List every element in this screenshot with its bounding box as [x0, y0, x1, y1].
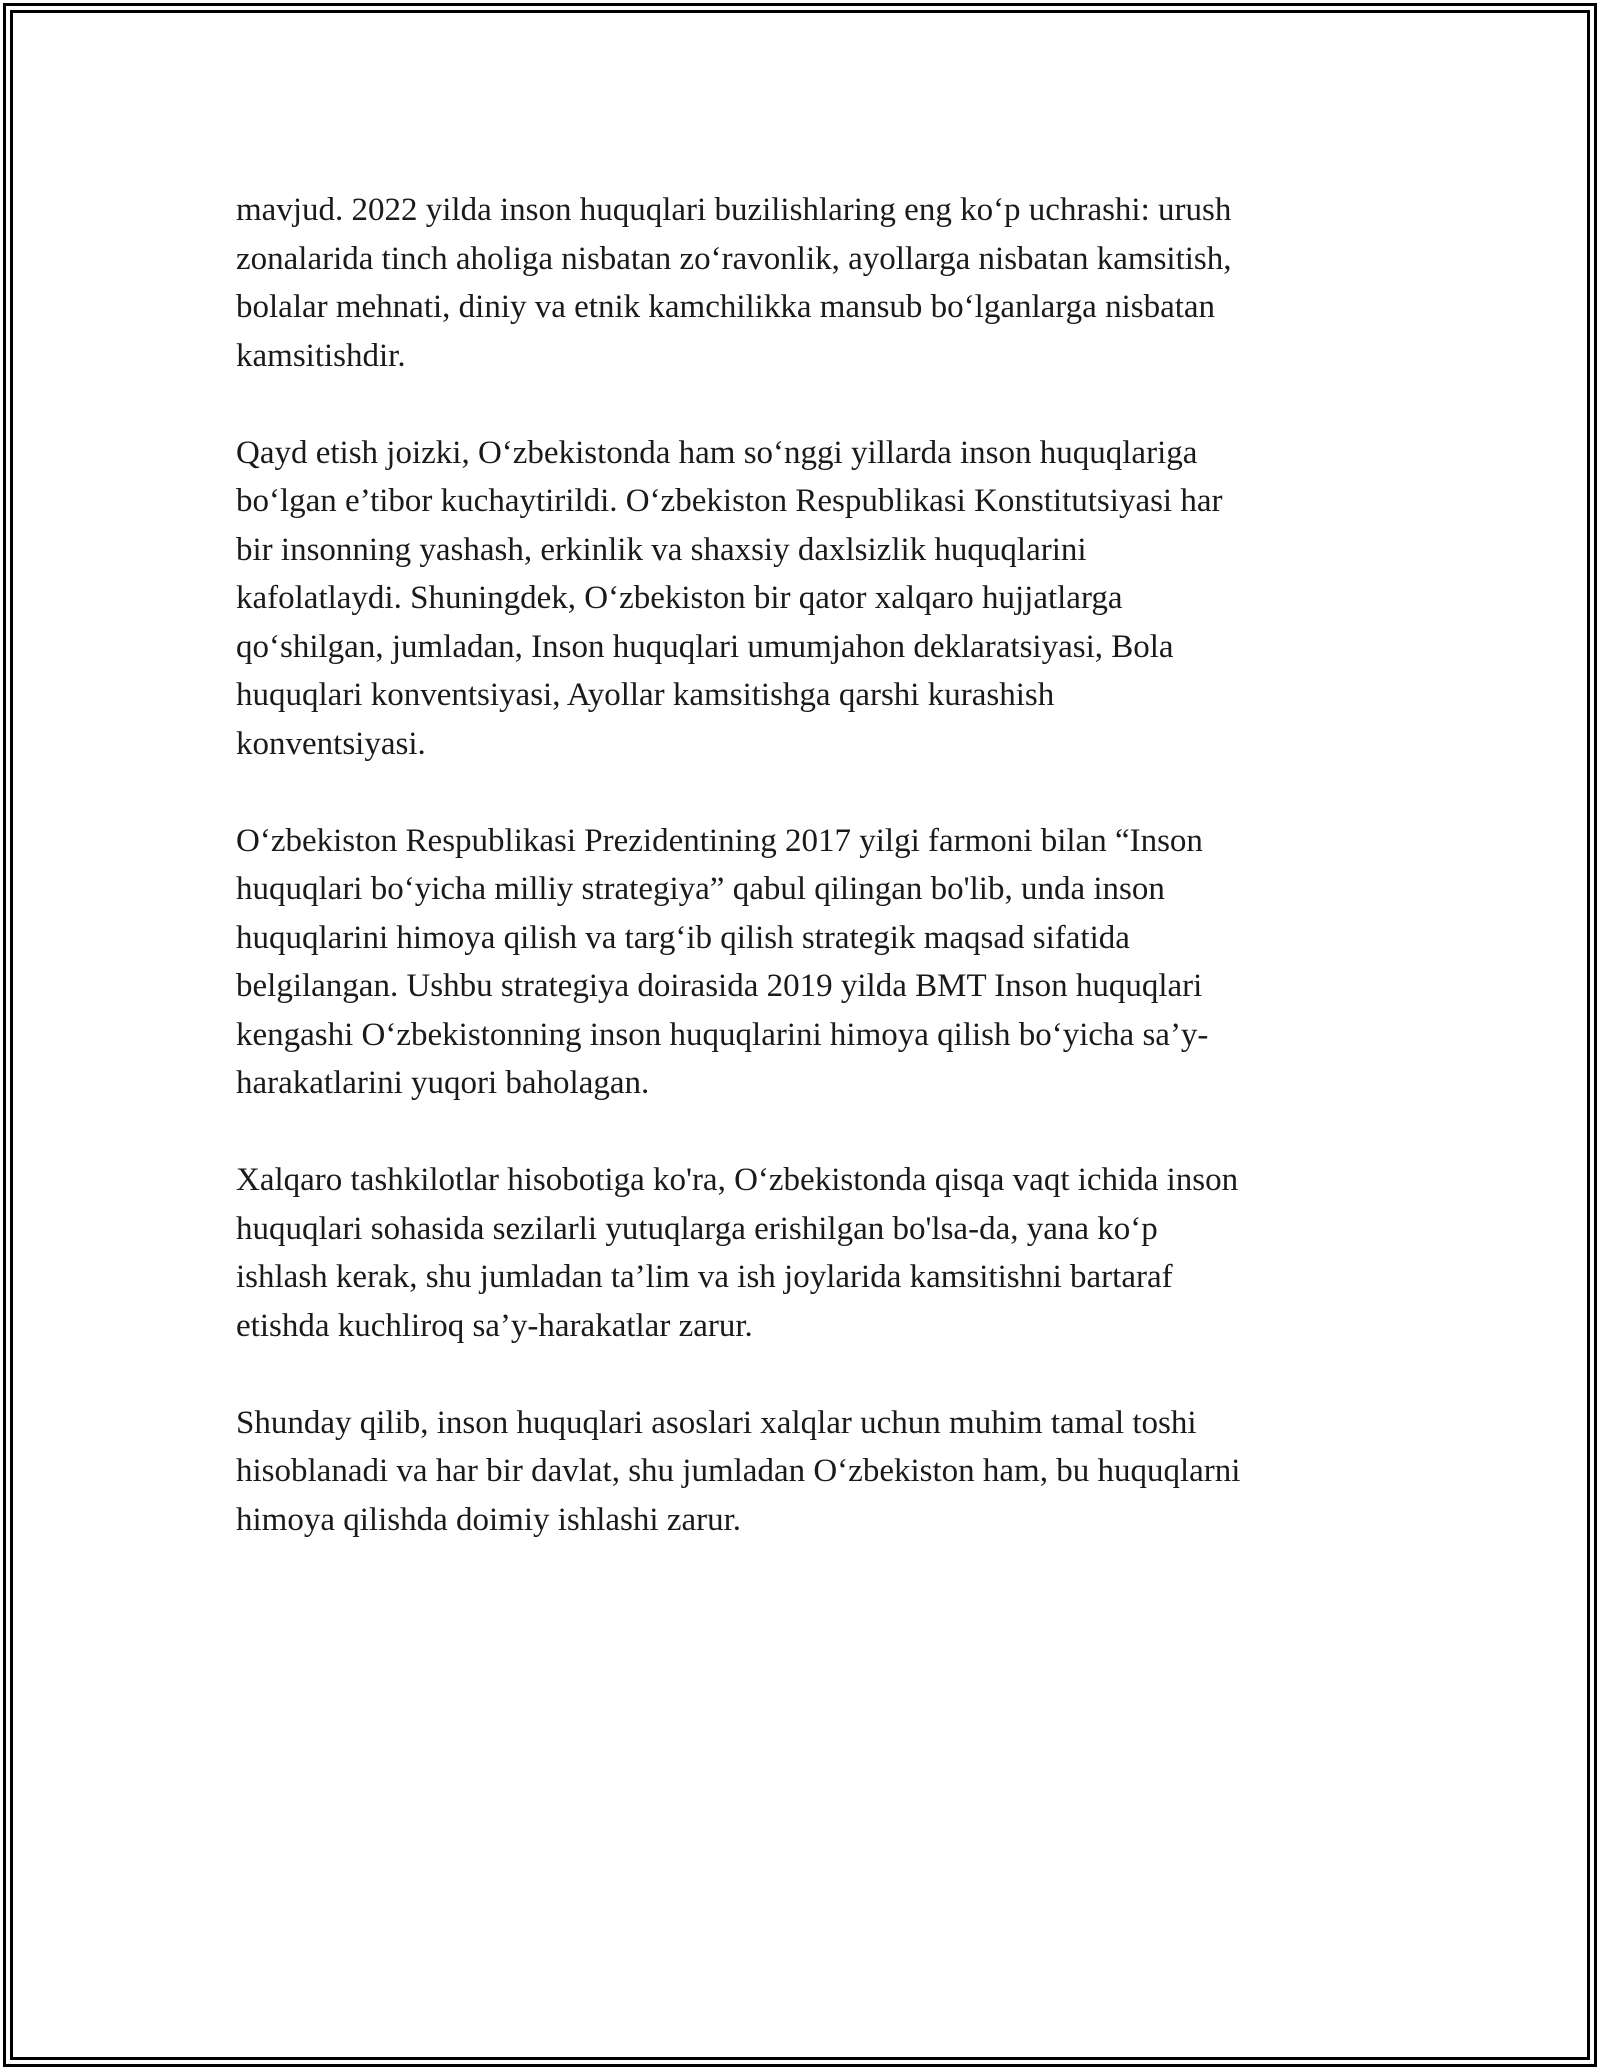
paragraph-4: Xalqaro tashkilotlar hisobotiga ko'ra, O‘zbekistonda qisqa vaqt ichida inson huquqlari sohasida sezilarli yutuqlarga erishilgan bo'lsa-da, yana ko‘p ishlash kerak, shu jumladan ta’lim va ish joylarida kamsitishni bartaraf etishda kuchliroq sa’y-harakatlar zarur.: [236, 1162, 1239, 1344]
paragraph-5: Shunday qilib, inson huquqlari asoslari xalqlar uchun muhim tamal toshi hisoblanadi va har bir davlat, shu jumladan O‘zbekiston ham, bu huquqlarni himoya qilishda doimiy ishlashi zarur.: [236, 1404, 1241, 1538]
paragraph-2: Qayd etish joizki, O‘zbekistonda ham so‘nggi yillarda inson huquqlariga bo‘lgan e’tibor kuchaytirildi. O‘zbekiston Respublikasi Konstitutsiyasi har bir insonning yashash, erkinlik va shaxsiy daxlsizlik huquqlarini kafolatlaydi. Shuningdek, O‘zbekiston bir qator xalqaro hujjatlarga qo‘shilgan, jumladan, Inson huquqlari umumjahon deklaratsiyasi, Bola huquqlari konventsiyasi, Ayollar kamsitishga qarshi kurashish konventsiyasi.: [236, 434, 1223, 762]
paragraph-1: mavjud. 2022 yilda inson huquqlari buzilishlaring eng ko‘p uchrashi: urush zonalarida tinch aholiga nisbatan zo‘ravonlik, ayollarga nisbatan kamsitish, bolalar mehnati, diniy va etnik kamchilikka mansub bo‘lganlarga nisbatan kamsitishdir.: [236, 192, 1232, 374]
paragraph-3: O‘zbekiston Respublikasi Prezidentining 2017 yilgi farmoni bilan “Inson huquqlari bo‘yicha milliy strategiya” qabul qilingan bo'lib, unda inson huquqlarini himoya qilish va targ‘ib qilish strategik maqsad sifatida belgilangan. Ushbu strategiya doirasida 2019 yilda BMT Inson huquqlari kengashi O‘zbekistonning inson huquqlarini himoya qilish bo‘yicha sa’y- harakatlarini yuqori baholagan.: [236, 822, 1209, 1101]
document-body: [236, 186, 1386, 1593]
